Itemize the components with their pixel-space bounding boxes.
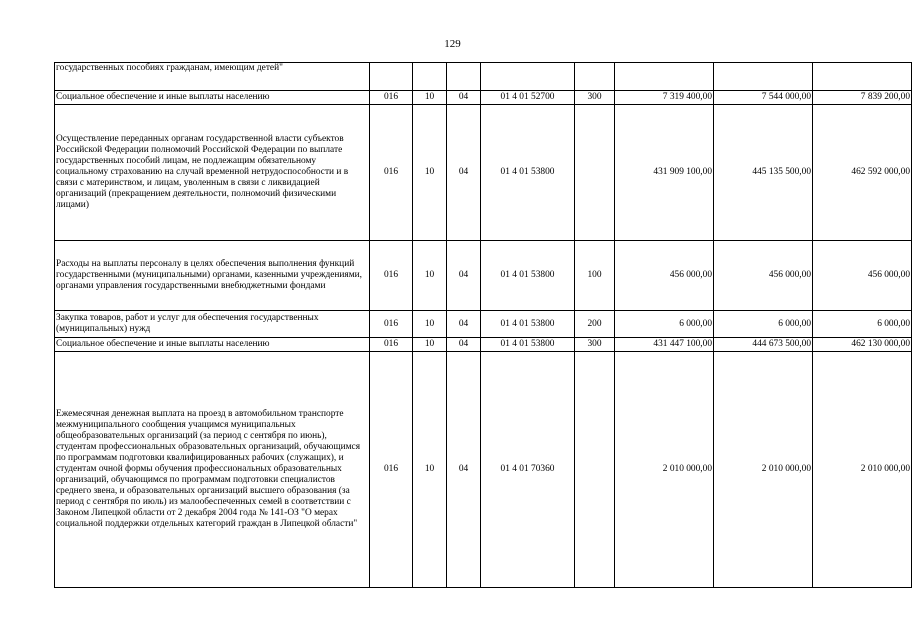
row-description: Расходы на выплаты персоналу в целях обеспечения выполнения функций государственными (муниципальными) органами, казенными учреждениями, органами управления государственными внебюджетными фондами <box>55 241 370 311</box>
cell-year3: 462 130 000,00 <box>813 338 912 352</box>
cell-year2 <box>714 63 813 91</box>
cell-target-code: 01 4 01 70360 <box>481 352 575 588</box>
cell-expense-kind <box>575 352 615 588</box>
row-description: Ежемесячная денежная выплата на проезд в автомобильном транспорте межмуниципального сообщения учащимся муниципальных общеобразовательных организаций (за период с сентября по июнь), студентам профессиональных образовательных организаций, обучающимся по программам подготовки квалифицированных рабочих (служащих), и студентам очной формы обучения профессиональных образовательных организаций, обучающимся по программам подготовки специалистов среднего звена, и образовательных организаций высшего образования (за период с сентября по июль) из малообеспеченных семей в соответствии с Законом Липецкой области от 2 декабря 2004 года № 141-ОЗ "О мерах социальной поддержки отдельных категорий граждан в Липецкой области" <box>55 352 370 588</box>
cell-year2: 2 010 000,00 <box>714 352 813 588</box>
page-number: 129 <box>444 38 461 50</box>
cell-target-code: 01 4 01 53800 <box>481 311 575 338</box>
cell-year3 <box>813 63 912 91</box>
cell-section: 10 <box>413 311 447 338</box>
cell-section: 10 <box>413 338 447 352</box>
cell-admin: 016 <box>370 105 413 241</box>
row-description: Социальное обеспечение и иные выплаты населению <box>55 338 370 352</box>
table-body <box>55 63 912 588</box>
table-row <box>55 63 912 91</box>
cell-year1: 6 000,00 <box>615 311 714 338</box>
cell-year1: 2 010 000,00 <box>615 352 714 588</box>
cell-year2: 444 673 500,00 <box>714 338 813 352</box>
cell-admin: 016 <box>370 352 413 588</box>
row-description: государственных пособиях гражданам, имеющим детей" <box>55 63 370 91</box>
cell-expense-kind <box>575 63 615 91</box>
cell-expense-kind <box>575 105 615 241</box>
cell-year1: 7 319 400,00 <box>615 91 714 105</box>
cell-year2: 456 000,00 <box>714 241 813 311</box>
cell-section: 10 <box>413 105 447 241</box>
cell-subsection: 04 <box>447 352 481 588</box>
cell-admin: 016 <box>370 91 413 105</box>
table-row <box>55 338 912 352</box>
cell-subsection: 04 <box>447 241 481 311</box>
cell-expense-kind: 300 <box>575 91 615 105</box>
cell-year3: 6 000,00 <box>813 311 912 338</box>
cell-subsection: 04 <box>447 91 481 105</box>
table-row <box>55 91 912 105</box>
cell-section: 10 <box>413 352 447 588</box>
cell-target-code: 01 4 01 53800 <box>481 338 575 352</box>
row-description: Закупка товаров, работ и услуг для обеспечения государственных (муниципальных) нужд <box>55 311 370 338</box>
cell-year2: 445 135 500,00 <box>714 105 813 241</box>
cell-year1: 431 909 100,00 <box>615 105 714 241</box>
table-row <box>55 105 912 241</box>
cell-admin: 016 <box>370 311 413 338</box>
cell-expense-kind: 100 <box>575 241 615 311</box>
cell-expense-kind: 200 <box>575 311 615 338</box>
cell-admin: 016 <box>370 338 413 352</box>
cell-section: 10 <box>413 91 447 105</box>
cell-year3: 462 592 000,00 <box>813 105 912 241</box>
table-row <box>55 311 912 338</box>
budget-table <box>54 62 912 588</box>
row-description: Осуществление переданных органам государственной власти субъектов Российской Федерации полномочий Российской Федерации по выплате государственных пособий лицам, не подлежащим обязательному социальному страхованию на случай временной нетрудоспособности и в связи с материнством, и лицам, уволенным в связи с ликвидацией организаций (прекращением деятельности, полномочий физическими лицами) <box>55 105 370 241</box>
cell-subsection: 04 <box>447 338 481 352</box>
cell-target-code: 01 4 01 53800 <box>481 241 575 311</box>
cell-admin <box>370 63 413 91</box>
cell-target-code: 01 4 01 52700 <box>481 91 575 105</box>
cell-year2: 6 000,00 <box>714 311 813 338</box>
cell-year3: 7 839 200,00 <box>813 91 912 105</box>
cell-target-code: 01 4 01 53800 <box>481 105 575 241</box>
row-description: Социальное обеспечение и иные выплаты населению <box>55 91 370 105</box>
table-row <box>55 241 912 311</box>
cell-year1: 431 447 100,00 <box>615 338 714 352</box>
cell-section <box>413 63 447 91</box>
cell-subsection <box>447 63 481 91</box>
cell-admin: 016 <box>370 241 413 311</box>
cell-year3: 456 000,00 <box>813 241 912 311</box>
cell-year2: 7 544 000,00 <box>714 91 813 105</box>
cell-subsection: 04 <box>447 105 481 241</box>
table-row <box>55 352 912 588</box>
cell-year3: 2 010 000,00 <box>813 352 912 588</box>
cell-section: 10 <box>413 241 447 311</box>
cell-year1 <box>615 63 714 91</box>
cell-subsection: 04 <box>447 311 481 338</box>
cell-expense-kind: 300 <box>575 338 615 352</box>
cell-target-code <box>481 63 575 91</box>
cell-year1: 456 000,00 <box>615 241 714 311</box>
